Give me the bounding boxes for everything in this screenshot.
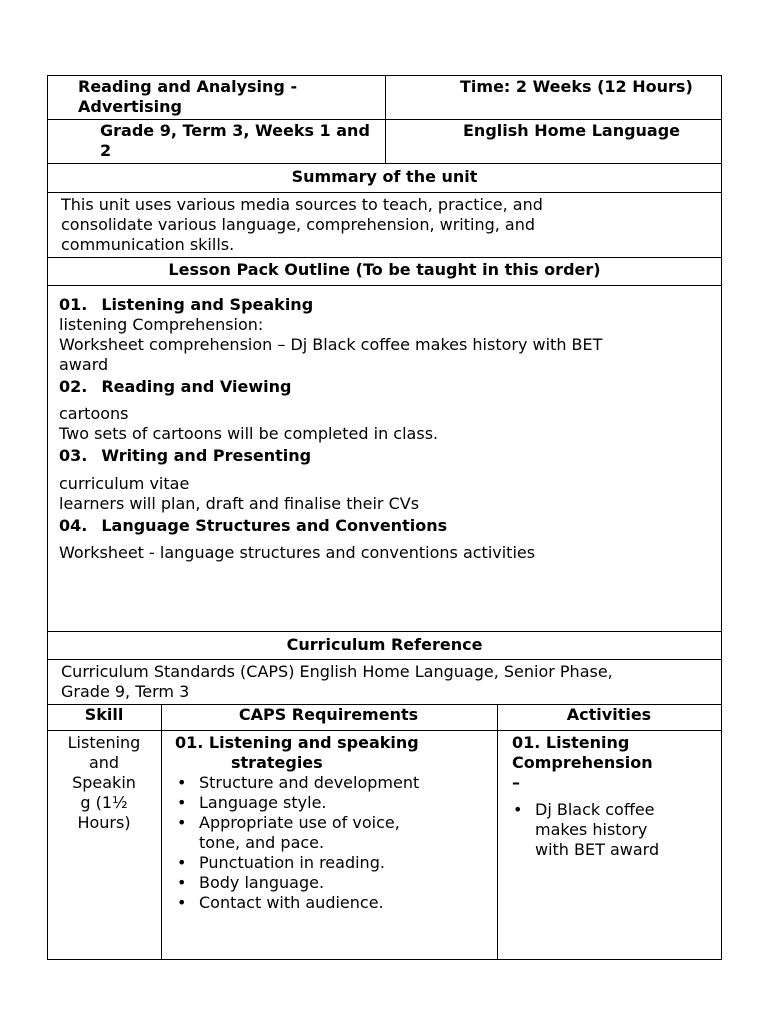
column-divider xyxy=(385,76,386,163)
list-item: • Contact with audience. xyxy=(175,893,419,913)
column-divider xyxy=(161,704,162,960)
reference-heading: Curriculum Reference xyxy=(286,635,483,654)
activity-title: 01. Listening Comprehension – xyxy=(512,733,653,792)
reference-text: Curriculum Standards (CAPS) English Home Language, Senior Phase, Grade 9, Term 3 xyxy=(61,662,613,701)
row-divider xyxy=(48,659,721,660)
list-item: • Appropriate use of voice, tone, and pace. xyxy=(175,813,419,853)
row-divider xyxy=(48,163,721,164)
outline-section-1-heading: 01. Listening and Speaking xyxy=(59,295,314,314)
activities-column-header: Activities xyxy=(566,705,652,724)
outline-section-3-heading: 03. Writing and Presenting xyxy=(59,446,312,465)
list-item: • Dj Black coffee makes history with BET award xyxy=(511,800,659,860)
caps-column-header: CAPS Requirements xyxy=(238,705,419,724)
list-item: • Language style. xyxy=(175,793,419,813)
activity-list xyxy=(511,800,659,860)
row-divider xyxy=(48,192,721,193)
outline-section-2-heading: 02. Reading and Viewing xyxy=(59,377,292,396)
subject-name: English Home Language xyxy=(463,121,681,140)
caps-requirement-title: 01. Listening and speaking strategies xyxy=(175,733,419,772)
list-item: • Body language. xyxy=(175,873,419,893)
list-item: • Punctuation in reading. xyxy=(175,853,419,873)
grade-term-weeks: Grade 9, Term 3, Weeks 1 and 2 xyxy=(100,121,370,160)
caps-requirement-list xyxy=(175,773,419,913)
summary-heading: Summary of the unit xyxy=(291,167,478,186)
list-item: • Structure and development xyxy=(175,773,419,793)
skill-column-header: Skill xyxy=(84,705,124,724)
row-divider xyxy=(48,285,721,286)
summary-text: This unit uses various media sources to teach, practice, and consolidate various language, comprehension, writing, and communication skills. xyxy=(61,195,543,254)
outline-section-4-heading: 04. Language Structures and Conventions xyxy=(59,516,448,535)
outline-section-2-text: cartoons Two sets of cartoons will be completed in class. xyxy=(59,404,439,443)
skill-cell: Listening and Speakin g (1½ Hours) xyxy=(67,733,141,832)
outline-section-3-text: curriculum vitae learners will plan, draft and finalise their CVs xyxy=(59,474,420,513)
time-allocation: Time: 2 Weeks (12 Hours) xyxy=(460,77,693,96)
outline-section-4-text: Worksheet - language structures and conventions activities xyxy=(59,543,536,562)
unit-title: Reading and Analysing - Advertising xyxy=(78,77,298,116)
row-divider xyxy=(48,730,721,731)
row-divider xyxy=(48,631,721,632)
row-divider xyxy=(48,257,721,258)
outline-heading: Lesson Pack Outline (To be taught in this order) xyxy=(168,260,601,279)
outline-section-1-text: listening Comprehension: Worksheet comprehension – Dj Black coffee makes history with BET award xyxy=(59,315,603,374)
column-divider xyxy=(497,704,498,960)
